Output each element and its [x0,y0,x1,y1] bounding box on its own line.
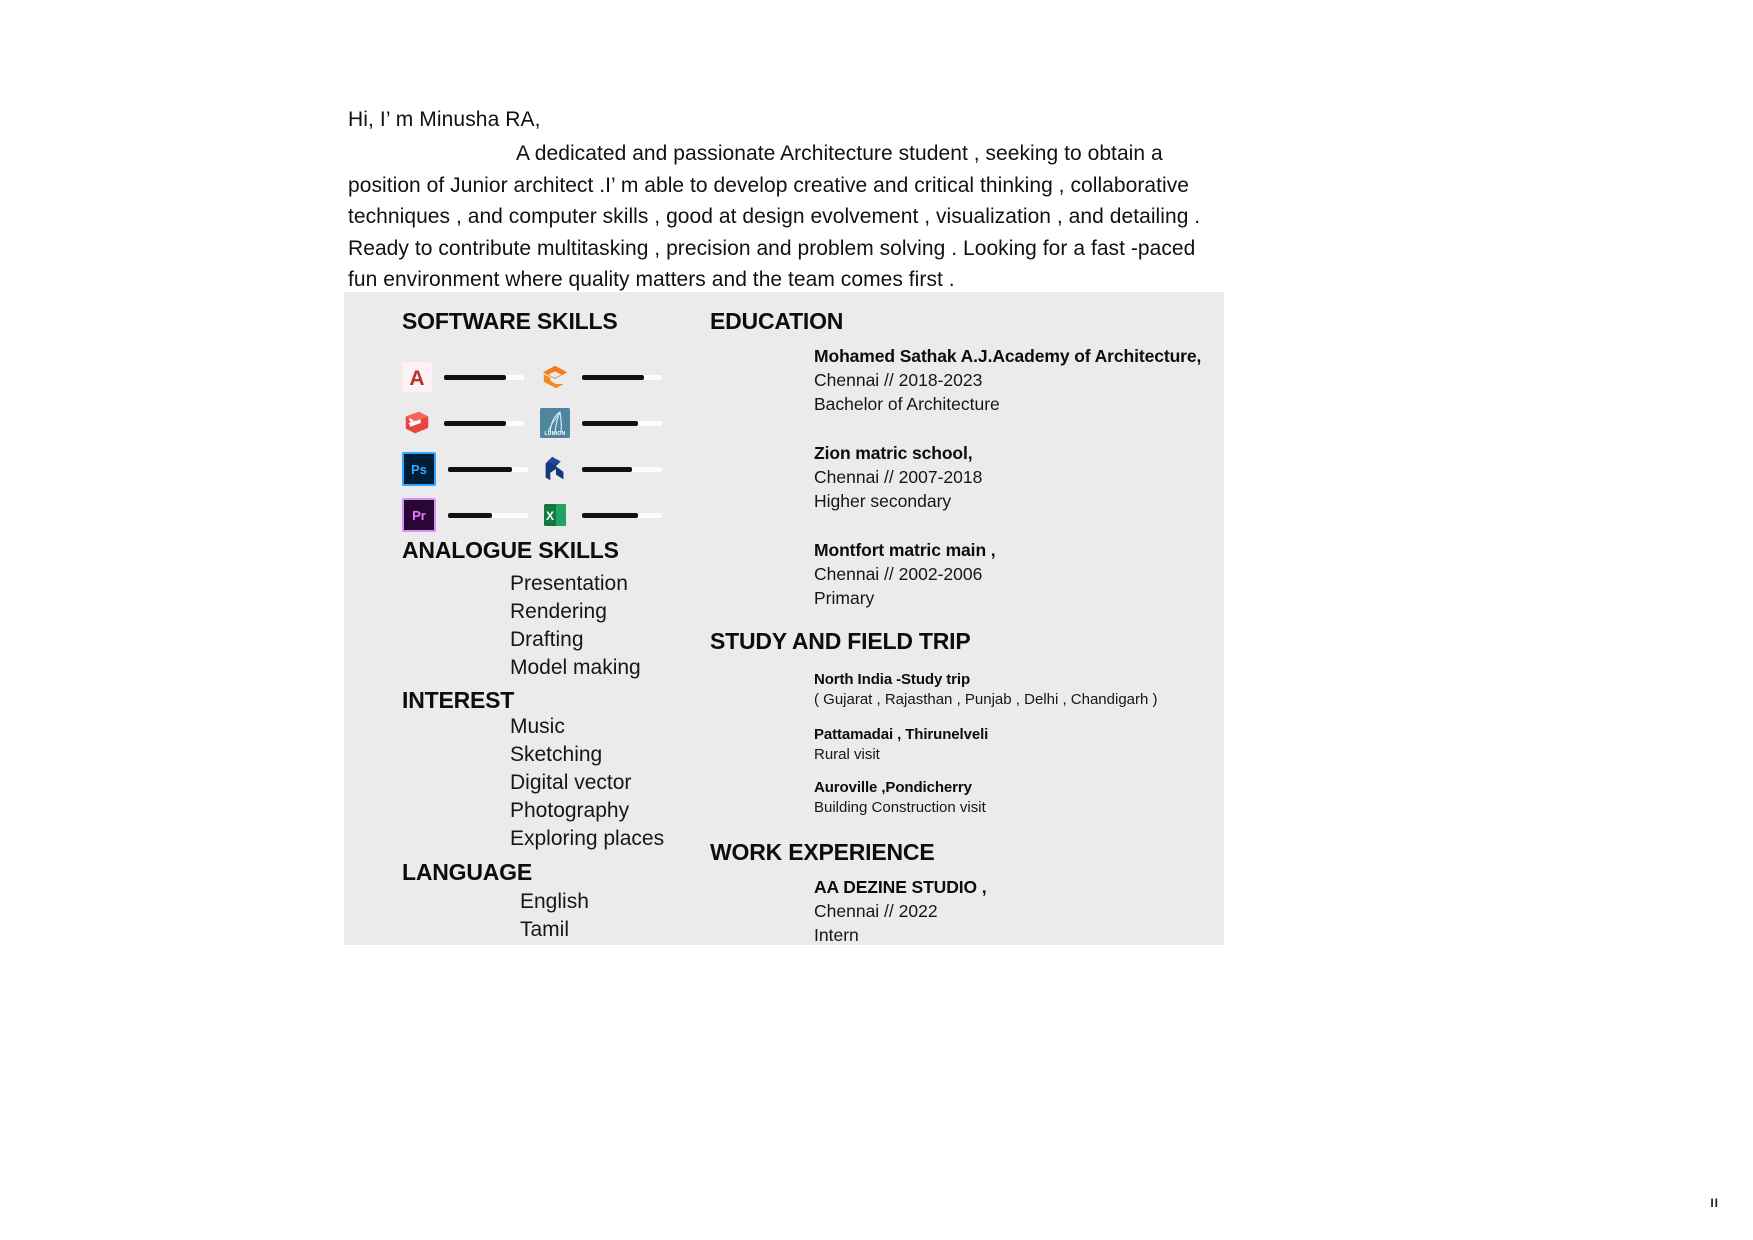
skill-item-photoshop [402,452,540,486]
list-item: Tamil [520,918,570,941]
education-entry [814,538,996,610]
trip-detail: Building Construction visit [814,799,986,816]
summary-text: A dedicated and passionate Architecture student , seeking to obtain a position of Junior architect .I’ m able to develop creative and critical thinking , collaborative techniques , and computer skills , good at design evolvement , visualization , and detailing . Ready to contribute multitasking , precision and problem solving . Looking for a fast -paced fun environment where quality matters and the team comes first . [348,142,1201,291]
trip-entry [814,778,986,818]
list-item: Digital vector [510,771,632,794]
trip-org: Pattamadai , Thirunelveli [814,726,989,743]
interest-list [510,713,664,853]
skill-bar-sketchup [444,421,524,426]
work-detail: Intern [814,925,859,945]
list-item: Exploring places [510,827,665,850]
education-location: Chennai // 2018-2023 [814,370,983,390]
section-heading-language: LANGUAGE [402,859,533,885]
trip-entry [814,670,1158,710]
skill-bar-photoshop [448,467,528,472]
analogue-skills-list [510,570,641,682]
skill-item-autocad [402,362,540,392]
education-org: Montfort matric main , [814,540,996,560]
education-org: Zion matric school, [814,443,973,463]
section-heading-analogue-skills: ANALOGUE SKILLS [402,537,619,563]
svg-text:A: A [409,367,425,390]
list-item: Photography [510,799,630,822]
education-location: Chennai // 2002-2006 [814,564,983,584]
skill-bar-enscape [582,375,662,380]
left-column [344,292,704,945]
list-item: Presentation [510,572,628,595]
premiere-glyph: Pr [412,507,426,523]
skill-row [402,446,687,492]
greeting-line: Hi, I’ m Minusha RA, [348,108,541,131]
skill-bar-excel [582,513,662,518]
skill-bar-premiere-pro [448,513,528,518]
section-heading-software-skills: SOFTWARE SKILLS [402,308,618,334]
list-item: Model making [510,656,641,679]
trip-detail: Rural visit [814,746,880,763]
education-detail: Higher secondary [814,491,952,511]
work-entry [814,875,987,947]
section-heading-work-experience: WORK EXPERIENCE [710,839,935,865]
excel-icon [540,500,570,530]
skill-row [402,400,687,446]
trip-entry [814,725,988,765]
lumion-icon [540,408,570,438]
section-heading-education: EDUCATION [710,308,844,334]
skill-item-enscape [540,362,678,392]
enscape-icon [540,362,570,392]
svg-text:X: X [545,509,555,523]
skill-bar-autocad [444,375,524,380]
work-org: AA DEZINE STUDIO , [814,877,987,897]
skill-item-revit [540,454,678,484]
summary-paragraph [348,138,1208,296]
list-item: English [520,890,589,913]
section-heading-study-field-trip: STUDY AND FIELD TRIP [710,628,971,654]
revit-icon [540,454,570,484]
list-item: Drafting [510,628,584,651]
photoshop-glyph: Ps [411,461,427,477]
education-entry [814,441,982,513]
intro-block [348,104,1208,296]
lumion-wordmark: LUMION [544,431,566,437]
page-number: II [1710,1196,1719,1210]
education-org: Mohamed Sathak A.J.Academy of Architecture, [814,346,1202,366]
resume-card [344,292,1224,945]
language-list [520,888,589,944]
skill-bar-lumion [582,421,662,426]
photoshop-icon [402,452,436,486]
skill-item-excel [540,500,678,530]
premiere-pro-icon [402,498,436,532]
skill-row [402,354,687,400]
education-detail: Primary [814,588,875,608]
list-item: Sketching [510,743,603,766]
skill-row [402,492,687,538]
list-item: Rendering [510,600,607,623]
skill-item-sketchup [402,408,540,438]
trip-org: North India -Study trip [814,671,971,688]
trip-org: Auroville ,Pondicherry [814,779,972,796]
right-column [704,292,1224,945]
skill-item-premiere-pro [402,498,540,532]
autocad-icon [402,362,432,392]
sketchup-icon [402,408,432,438]
education-location: Chennai // 2007-2018 [814,467,983,487]
skill-bar-revit [582,467,662,472]
education-entry [814,344,1201,416]
work-location: Chennai // 2022 [814,901,938,921]
education-detail: Bachelor of Architecture [814,394,1000,414]
section-heading-interest: INTEREST [402,687,515,713]
skill-item-lumion [540,408,678,438]
list-item: Music [510,715,565,738]
software-skills-grid [402,354,687,538]
trip-detail: ( Gujarat , Rajasthan , Punjab , Delhi , Chandigarh ) [814,691,1158,708]
